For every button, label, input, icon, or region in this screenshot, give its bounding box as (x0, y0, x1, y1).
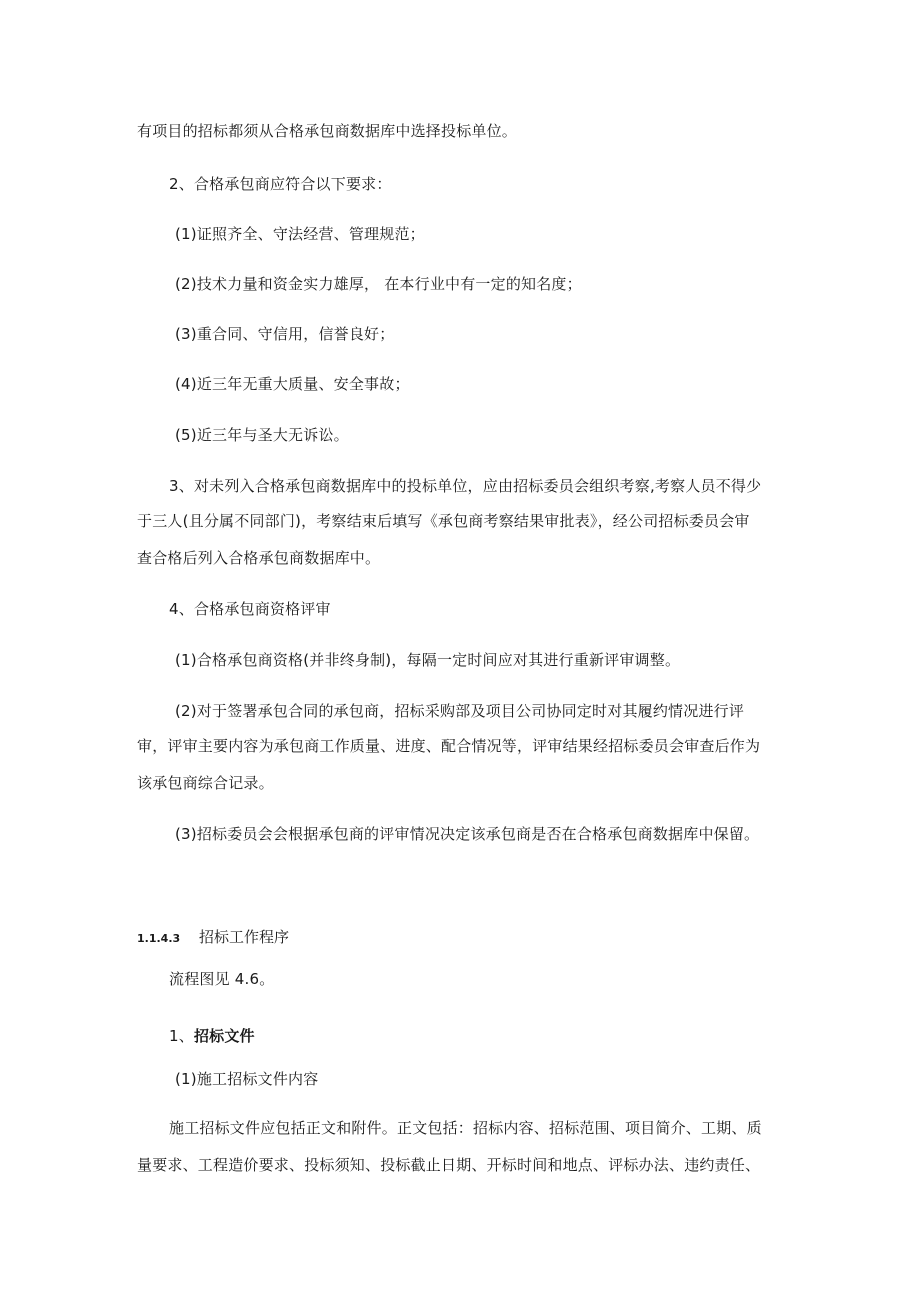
review-heading: 4、合格承包商资格评审 (169, 600, 331, 618)
section-title: 招标工作程序 (199, 928, 290, 946)
list-item: (5)近三年与圣大无诉讼。 (175, 426, 349, 444)
list-item: (2)对于签署承包合同的承包商，招标采购部及项目公司协同定时对其履约情况进行评 (175, 702, 745, 720)
subsection-number: 1、 (169, 1027, 194, 1045)
list-item: (1)合格承包商资格(并非终身制)，每隔一定时间应对其进行重新评审调整。 (175, 651, 681, 669)
list-item: (1)施工招标文件内容 (175, 1070, 319, 1088)
subsection-title: 招标文件 (193, 1027, 255, 1045)
list-item: (4)近三年无重大质量、安全事故； (175, 375, 410, 393)
paragraph-line: 该承包商综合记录。 (137, 774, 274, 792)
section-number: 1.1.4.3 (137, 932, 181, 945)
list-item: (3)招标委员会会根据承包商的评审情况决定该承包商是否在合格承包商数据库中保留。 (175, 825, 760, 843)
paragraph-line: 审，评审主要内容为承包商工作质量、进度、配合情况等，评审结果经招标委员会审查后作为 (137, 737, 761, 755)
paragraph-line: 有项目的招标都须从合格承包商数据库中选择投标单位。 (137, 122, 518, 140)
paragraph-line: 查合格后列入合格承包商数据库中。 (137, 549, 381, 567)
paragraph-line: 流程图见 4.6。 (169, 970, 275, 988)
requirements-heading: 2、合格承包商应符合以下要求： (169, 175, 392, 193)
list-item: (2)技术力量和资金实力雄厚， 在本行业中有一定的知名度； (175, 275, 582, 293)
list-item: (3)重合同、守信用，信誉良好； (175, 325, 395, 343)
section-heading (137, 926, 289, 947)
paragraph-line: 量要求、工程造价要求、投标须知、投标截止日期、开标时间和地点、评标办法、违约责任、 (137, 1156, 761, 1174)
list-item: (1)证照齐全、守法经营、管理规范； (175, 225, 425, 243)
subsection-heading (169, 1026, 255, 1046)
paragraph-line: 于三人(且分属不同部门)，考察结束后填写《承包商考察结果审批表》，经公司招标委员会审 (137, 512, 750, 530)
paragraph-line: 施工招标文件应包括正文和附件。正文包括：招标内容、招标范围、项目简介、工期、质 (169, 1119, 762, 1137)
paragraph-line: 3、对未列入合格承包商数据库中的投标单位，应由招标委员会组织考察,考察人员不得少 (169, 477, 762, 495)
